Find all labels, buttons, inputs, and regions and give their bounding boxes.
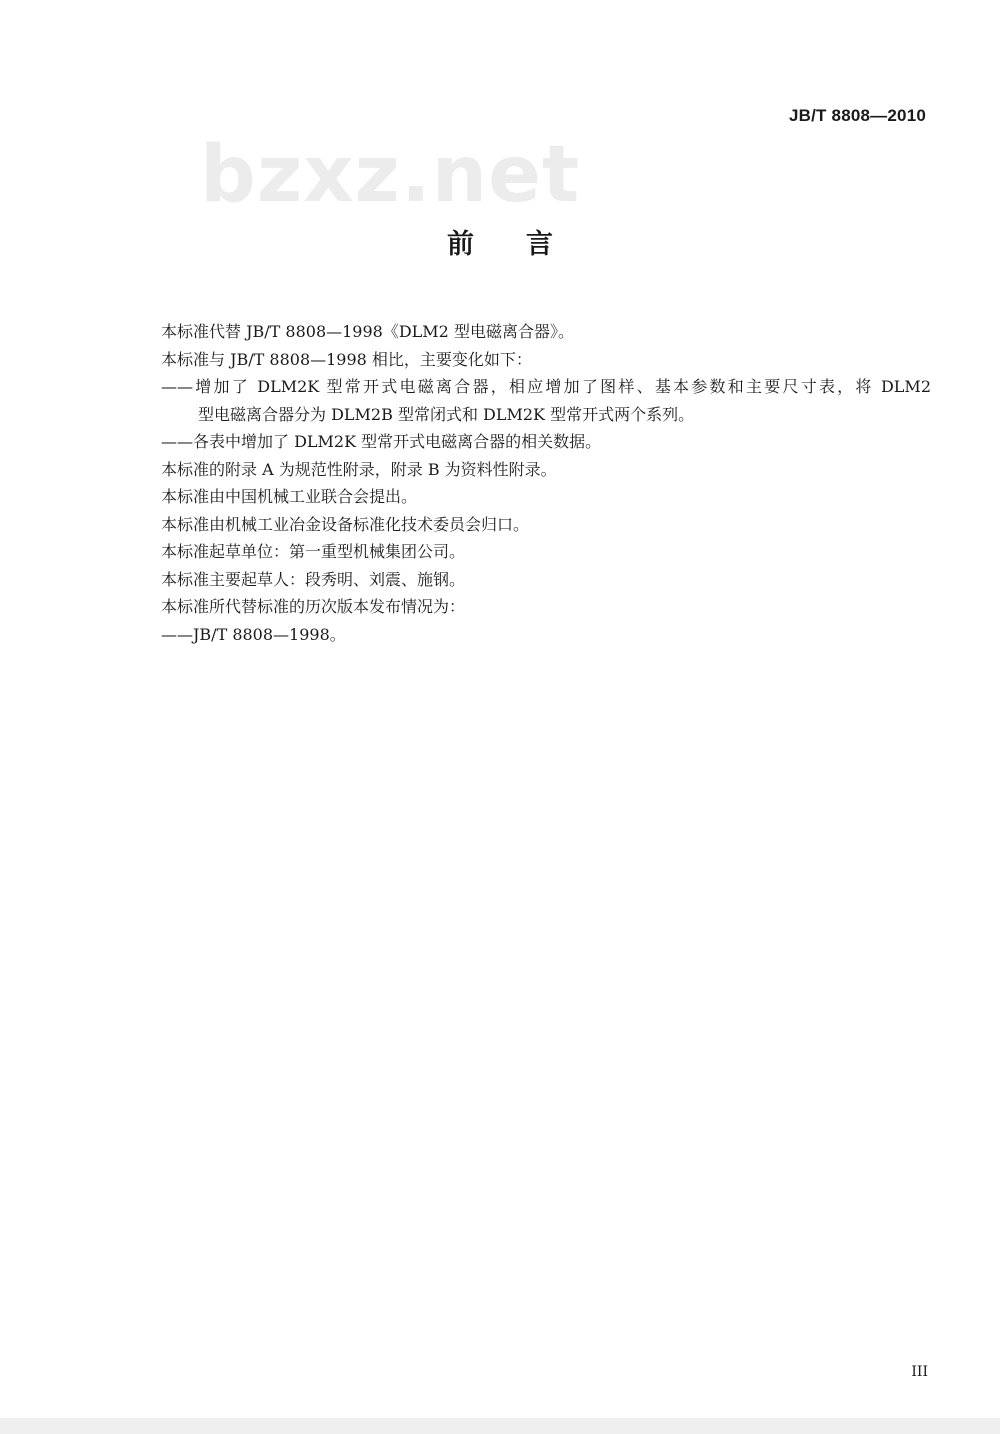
paragraph-history-item: ——JB/T 8808—1998。 — [161, 624, 346, 644]
page-number: III — [911, 1364, 928, 1380]
preface-body — [161, 318, 931, 648]
paragraph-change-1: ——增加了 DLM2K 型常开式电磁离合器，相应增加了图样、基本参数和主要尺寸表，将 DLM2 — [161, 377, 931, 396]
paragraph-change-1-cont: 型电磁离合器分为 DLM2B 型常闭式和 DLM2K 型常开式两个系列。 — [198, 404, 695, 424]
paragraph-drafting-unit: 本标准起草单位：第一重型机械集团公司。 — [161, 542, 466, 561]
paragraph-drafters: 本标准主要起草人：段秀明、刘震、施钢。 — [161, 569, 466, 589]
footer-bar — [0, 1418, 1000, 1434]
page-title: 前言 — [447, 229, 605, 260]
paragraph-annexes: 本标准的附录 A 为规范性附录，附录 B 为资料性附录。 — [161, 459, 557, 479]
paragraph-changes-intro: 本标准与 JB/T 8808—1998 相比，主要变化如下： — [161, 349, 532, 369]
paragraph-history-intro: 本标准所代替标准的历次版本发布情况为： — [161, 597, 466, 616]
paragraph-change-2: ——各表中增加了 DLM2K 型常开式电磁离合器的相关数据。 — [161, 432, 602, 451]
watermark-logo: bzxz.net — [200, 130, 581, 220]
paragraph-proposed-by: 本标准由中国机械工业联合会提出。 — [161, 487, 418, 506]
standard-number: JB/T 8808—2010 — [789, 106, 926, 125]
paragraph-replaces: 本标准代替 JB/T 8808—1998《DLM2 型电磁离合器》。 — [161, 322, 574, 341]
paragraph-committee: 本标准由机械工业冶金设备标准化技术委员会归口。 — [161, 514, 530, 534]
